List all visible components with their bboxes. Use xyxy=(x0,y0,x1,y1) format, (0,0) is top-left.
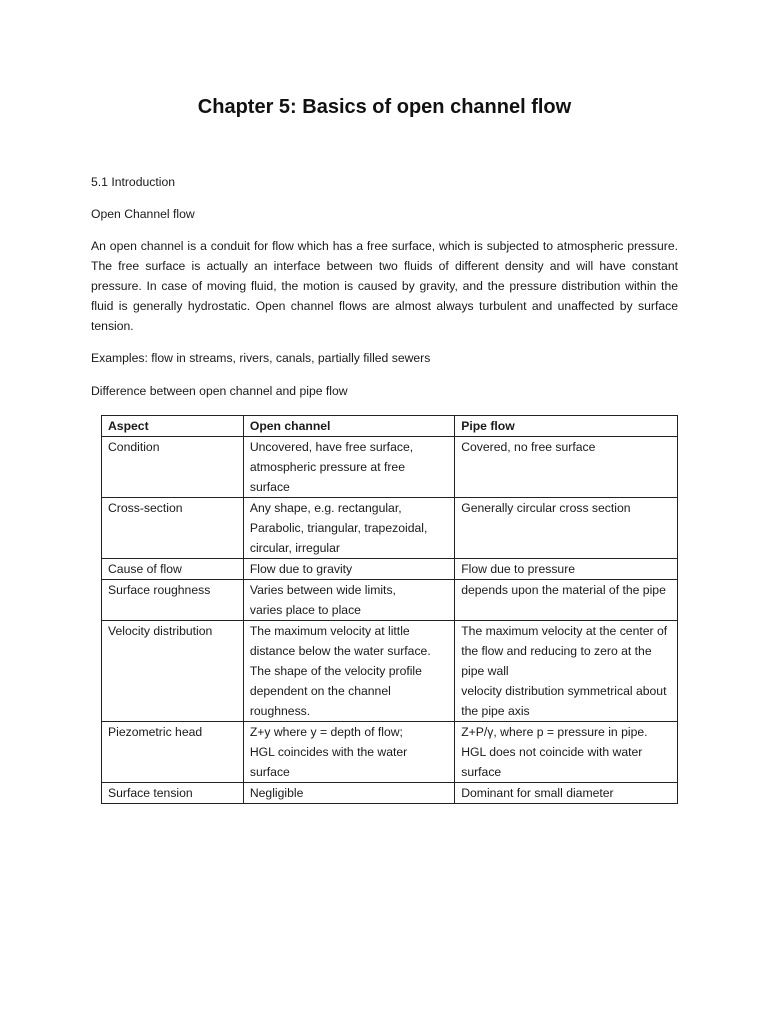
cell-text: Covered, no free surface xyxy=(461,440,596,454)
pipe-flow-cell xyxy=(455,580,678,621)
section-heading: 5.1 Introduction xyxy=(91,175,176,189)
cell-text: Negligible xyxy=(249,786,304,800)
table-row xyxy=(102,498,678,559)
cell-text: Flow due to pressure xyxy=(461,562,576,576)
cell-text: Uncovered, have free surface, atmospheric pressure at free surface xyxy=(249,440,414,494)
difference-heading: Difference between open channel and pipe flow xyxy=(91,384,348,398)
pipe-flow-cell xyxy=(455,783,678,804)
cell-text: varies place to place xyxy=(249,603,361,617)
cell-text: velocity distribution symmetrical about the pipe axis xyxy=(461,684,667,718)
open-channel-cell xyxy=(243,559,454,580)
table-row xyxy=(102,722,678,783)
cell-text: Generally circular cross section xyxy=(461,501,631,515)
comparison-table xyxy=(101,415,678,804)
aspect-cell: Cross-section xyxy=(102,498,244,559)
aspect-cell: Surface tension xyxy=(102,783,244,804)
cell-text: Varies between wide limits, xyxy=(249,583,396,597)
examples-line: Examples: flow in streams, rivers, canals, partially filled sewers xyxy=(91,351,431,365)
pipe-flow-cell xyxy=(455,621,678,722)
header-pipe-flow: Pipe flow xyxy=(455,416,678,437)
pipe-flow-cell xyxy=(455,559,678,580)
open-channel-cell xyxy=(243,580,454,621)
cell-text: The maximum velocity at the center of the flow and reducing to zero at the pipe wall xyxy=(461,624,668,678)
aspect-cell: Velocity distribution xyxy=(102,621,244,722)
table-row xyxy=(102,559,678,580)
open-channel-cell xyxy=(243,437,454,498)
pipe-flow-cell xyxy=(455,498,678,559)
table-row xyxy=(102,437,678,498)
open-channel-cell xyxy=(243,498,454,559)
cell-text: Any shape, e.g. rectangular, Parabolic, triangular, trapezoidal, circular, irregular xyxy=(249,501,428,555)
table-row xyxy=(102,783,678,804)
aspect-cell: Surface roughness xyxy=(102,580,244,621)
open-channel-cell xyxy=(243,783,454,804)
aspect-cell: Cause of flow xyxy=(102,559,244,580)
open-channel-cell xyxy=(243,722,454,783)
table-row xyxy=(102,580,678,621)
cell-text: depends upon the material of the pipe xyxy=(461,583,666,597)
cell-text: Z+y where y = depth of flow; xyxy=(249,725,403,739)
table-row xyxy=(102,621,678,722)
intro-paragraph: An open channel is a conduit for flow which has a free surface, which is subjected to atmospheric pressure. The free surface is actually an interface between two fluids of different density and will have constant pressure. In case of moving fluid, the motion is caused by gravity, and the pressure distribution within the fluid is generally hydrostatic. Open channel flows are almost always turbulent and unaffected by surface tension. xyxy=(91,239,678,333)
aspect-cell: Piezometric head xyxy=(102,722,244,783)
header-aspect: Aspect xyxy=(102,416,244,437)
cell-text: Flow due to gravity xyxy=(249,562,353,576)
open-channel-cell xyxy=(243,621,454,722)
pipe-flow-cell xyxy=(455,437,678,498)
cell-text: The maximum velocity at little distance below the water surface. The shape of the velocity profile dependent on the channel roughness. xyxy=(249,624,431,718)
cell-text: HGL coincides with the water surface xyxy=(249,745,408,779)
table-header-row xyxy=(102,416,678,437)
header-open-channel: Open channel xyxy=(243,416,454,437)
page-title: Chapter 5: Basics of open channel flow xyxy=(197,96,572,118)
pipe-flow-cell xyxy=(455,722,678,783)
cell-text: Dominant for small diameter xyxy=(461,786,614,800)
subheading: Open Channel flow xyxy=(91,207,195,221)
aspect-cell: Condition xyxy=(102,437,244,498)
cell-text: Z+P/γ, where p = pressure in pipe. HGL does not coincide with water surface xyxy=(461,725,648,779)
